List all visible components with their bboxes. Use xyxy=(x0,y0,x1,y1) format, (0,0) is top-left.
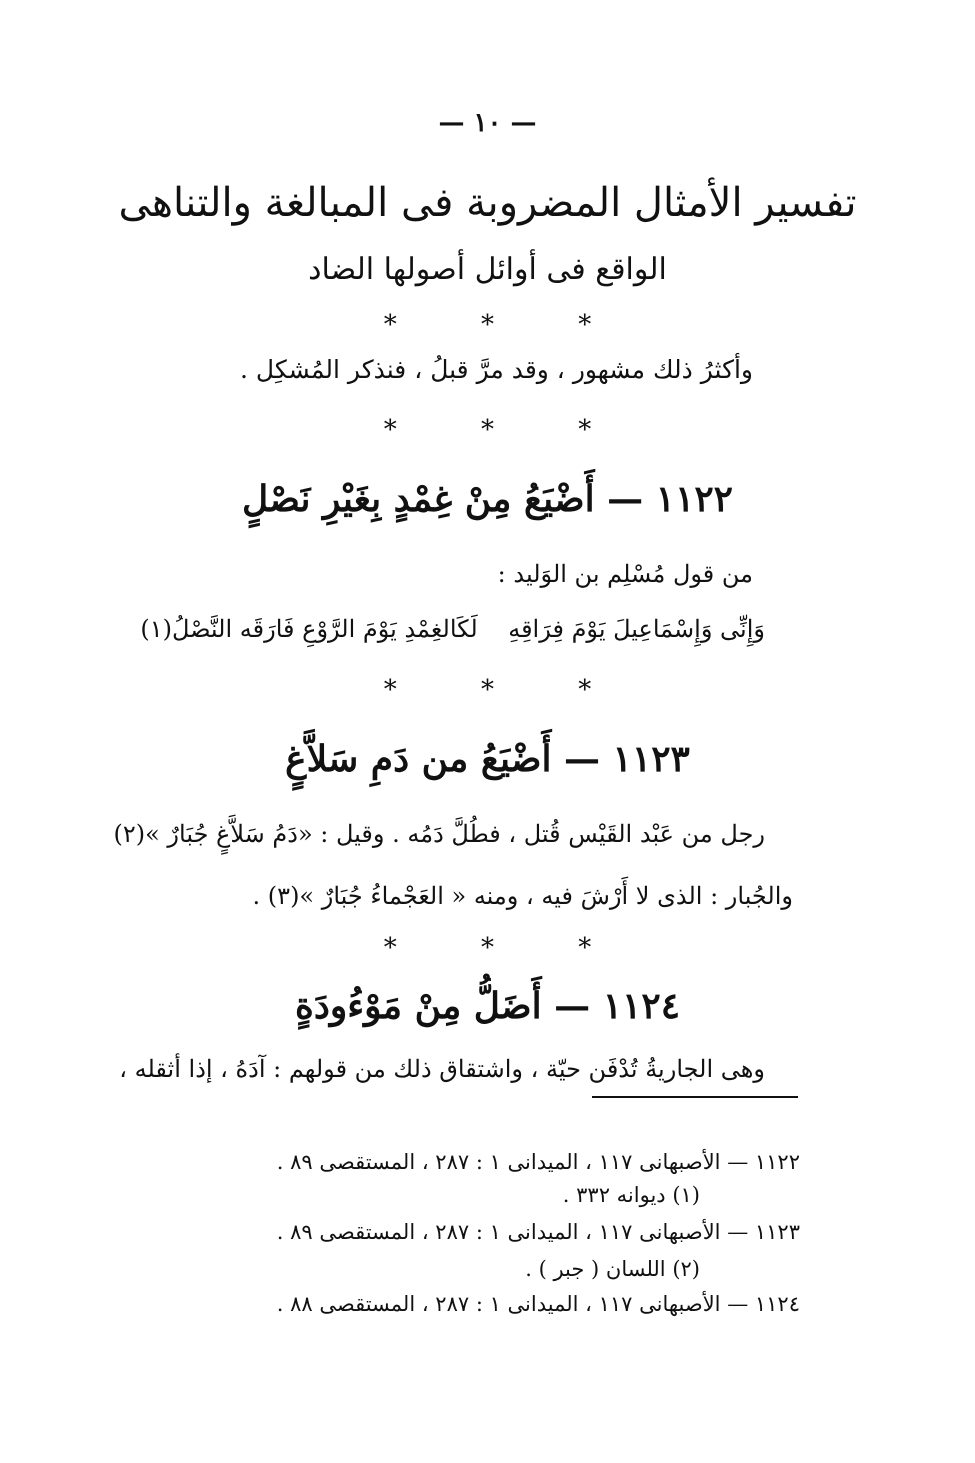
chapter-subtitle: الواقع فى أوائل أصولها الضاد xyxy=(308,252,667,287)
section-separator: * * * xyxy=(383,415,630,445)
section-separator: * * * xyxy=(383,675,630,705)
entry-heading-1122: ١١٢٢ — أَضْيَعُ مِنْ غِمْدٍ بِغَيْرِ نَصْلٍ xyxy=(242,478,733,520)
entry-1124-line-1: وهى الجاريةُ تُدْفَن حيّة ، واشتقاق ذلك من قولهم : آدَهُ ، إذا أثقله ، xyxy=(119,1055,765,1083)
entry-heading-1123: ١١٢٣ — أَضْيَعُ من دَمِ سَلاَّغٍ xyxy=(285,738,690,780)
intro-text: وأكثرُ ذلك مشهور ، وقد مرَّ قبلُ ، فنذكر المُشكِل . xyxy=(240,355,753,384)
entry-heading-1124: ١١٢٤ — أَضَلُّ مِنْ مَوْءُودَةٍ xyxy=(294,985,681,1027)
section-separator: * * * xyxy=(383,933,630,963)
footnote-2: (٢) اللسان ( جبر ) . xyxy=(525,1257,700,1281)
entry-1123-line-1: رجل من عَبْد القَيْس قُتل ، فطُلَّ دَمُه . وقيل : «دَمُ سَلاَّغٍ جُبَارٌ »(٢) xyxy=(113,820,765,848)
footnote-1124-sources: ١١٢٤ — الأصبهانى ١١٧ ، الميدانى ١ : ٢٨٧ ، المستقصى ٨٨ . xyxy=(276,1292,800,1316)
footnote-1122-sources: ١١٢٢ — الأصبهانى ١١٧ ، الميدانى ١ : ٢٨٧ ، المستقصى ٨٩ . xyxy=(276,1150,800,1174)
footnote-1123-sources: ١١٢٣ — الأصبهانى ١١٧ ، الميدانى ١ : ٢٨٧ ، المستقصى ٨٩ . xyxy=(276,1220,800,1244)
entry-1122-line-1: من قول مُسْلِم بن الوَليد : xyxy=(497,560,753,588)
entry-1123-line-2: والجُبار : الذى لا أَرْشَ فيه ، ومنه « العَجْماءُ جُبَارٌ »(٣) . xyxy=(252,882,793,910)
section-separator: * * * xyxy=(383,310,630,340)
chapter-title: تفسير الأمثال المضروبة فى المبالغة والتناهى xyxy=(118,180,857,226)
footnote-1: (١) ديوانه ٣٣٢ . xyxy=(562,1183,700,1207)
page-number: — ١٠ — xyxy=(438,108,537,138)
entry-1122-verse: وَإِنِّى وَإِسْمَاعِيلَ يَوْمَ فِرَاقِهِ ‏ ‏ ‏ لَكَالغِمْدِ يَوْمَ الرَّوْعِ فَارَقَه النَّصْلُ(١) xyxy=(140,615,765,643)
footnote-divider xyxy=(592,1096,798,1098)
